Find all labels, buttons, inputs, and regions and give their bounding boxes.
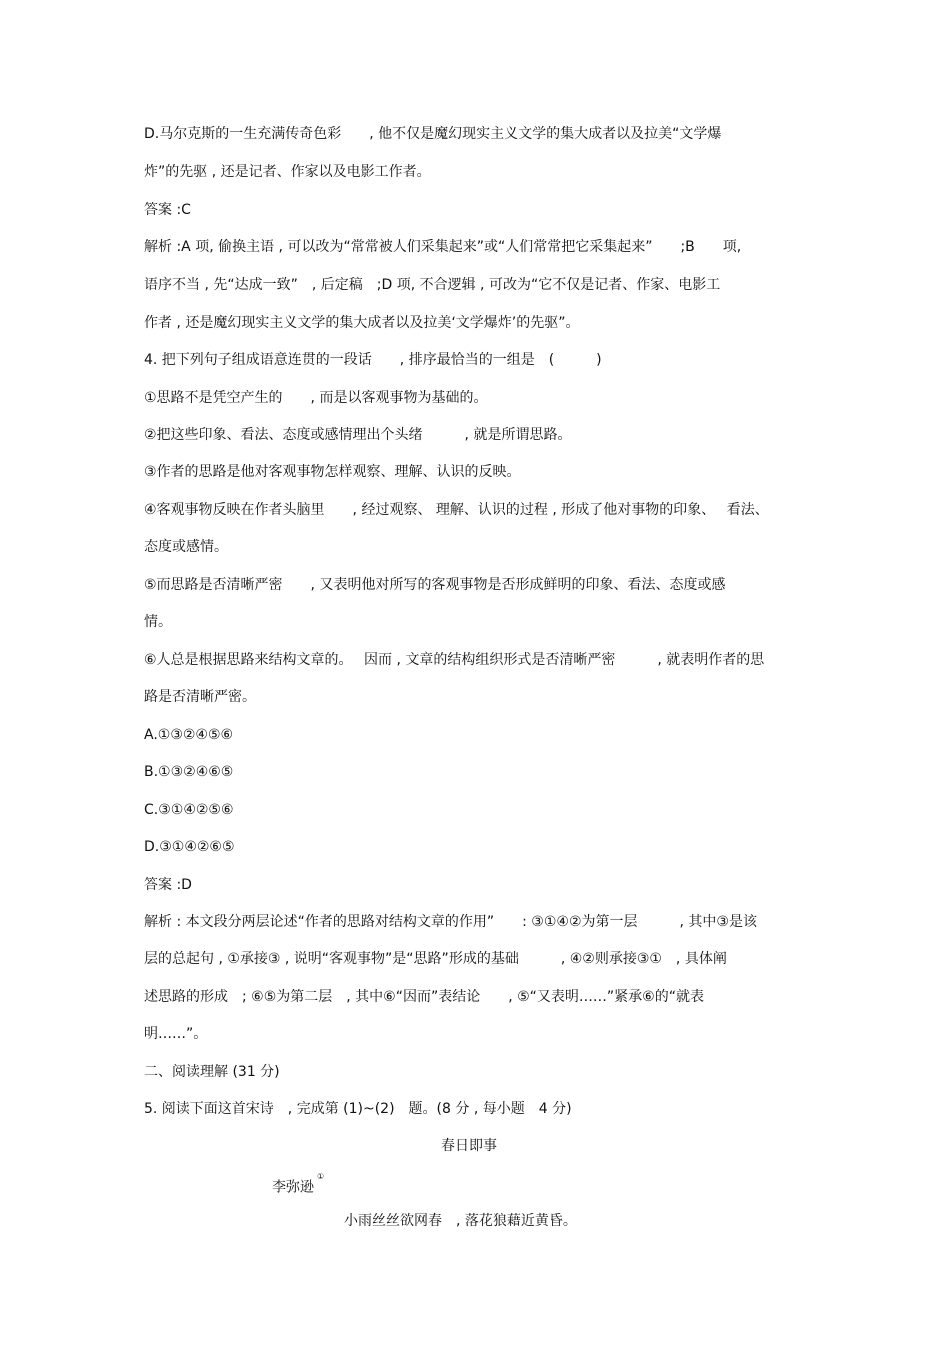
q4-sentence-3: ③作者的思路是他对客观事物怎样观察、理解、认识的反映。	[144, 464, 521, 480]
section-heading: 二、阅读理解 (31 分)	[144, 1064, 280, 1080]
q4-analysis-line3: 述思路的形成 ; ⑥⑤为第二层 , 其中⑥“因而”表结论 , ⑤“又表明……”紧承⑥的“就表	[144, 989, 704, 1005]
q4-sentence-6-line2: 路是否清晰严密。	[144, 689, 256, 705]
q4-answer: 答案 :D	[144, 877, 192, 893]
q3-option-d-line2: 炸”的先驱 , 还是记者、作家以及电影工作者。	[144, 164, 431, 180]
poem-line-1: 小雨丝丝欲网春 , 落花狼藉近黄昏。	[344, 1213, 577, 1229]
q4-option-d: D.③①④②⑥⑤	[144, 839, 235, 855]
q4-sentence-4-line2: 态度或感情。	[144, 539, 228, 555]
q4-sentence-6-line1: ⑥人总是根据思路来结构文章的。 因而 , 文章的结构组织形式是否清晰严密 , 就表明作者的思	[144, 652, 765, 668]
poet-footnote-mark: ①	[317, 1172, 325, 1181]
poem-title: 春日即事	[441, 1138, 497, 1154]
poet-name: 李弥逊	[272, 1179, 314, 1196]
q4-sentence-5-line1: ⑤而思路是否清晰严密 , 又表明他对所写的客观事物是否形成鲜明的印象、看法、态度或感	[144, 577, 726, 593]
q4-option-c: C.③①④②⑤⑥	[144, 802, 234, 818]
q4-analysis-line2: 层的总起句 , ①承接③ , 说明“客观事物”是“思路”形成的基础 , ④②则承接③① , 具体阐	[144, 951, 727, 967]
q3-analysis-line2: 语序不当 , 先“达成一致” , 后定稿 ;D 项, 不合逻辑 , 可改为“它不仅是记者、作家、电影工	[144, 277, 721, 293]
q4-sentence-4-line1: ④客观事物反映在作者头脑里 , 经过观察、 理解、认识的过程 , 形成了他对事物的印象、 看法、	[144, 502, 769, 518]
q3-option-d-line1: D.马尔克斯的一生充满传奇色彩 , 他不仅是魔幻现实主义文学的集大成者以及拉美“文学爆	[144, 126, 722, 142]
poem-author	[272, 1172, 325, 1197]
q3-analysis-line1: 解析 :A 项, 偷换主语 , 可以改为“常常被人们采集起来”或“人们常常把它采集起来” ;B 项,	[144, 239, 742, 255]
q4-option-b: B.①③②④⑥⑤	[144, 764, 234, 780]
q4-sentence-2: ②把这些印象、看法、态度或感情理出个头绪 , 就是所谓思路。	[144, 427, 572, 443]
q3-analysis-line3: 作者 , 还是魔幻现实主义文学的集大成者以及拉美‘文学爆炸’的先驱”。	[144, 315, 580, 331]
q4-stem: 4. 把下列句子组成语意连贯的一段话 , 排序最恰当的一组是 ( )	[144, 352, 602, 368]
q4-option-a: A.①③②④⑤⑥	[144, 727, 234, 743]
q4-sentence-1: ①思路不是凭空产生的 , 而是以客观事物为基础的。	[144, 390, 488, 406]
q4-sentence-5-line2: 情。	[144, 614, 172, 630]
q4-analysis-line1: 解析 : 本文段分两层论述“作者的思路对结构文章的作用” : ③①④②为第一层 , 其中③是该	[144, 914, 757, 930]
q3-answer: 答案 :C	[144, 202, 191, 218]
q5-stem: 5. 阅读下面这首宋诗 , 完成第 (1)~(2) 题。(8 分 , 每小题 4 分)	[144, 1101, 572, 1117]
q4-analysis-line4: 明……”。	[144, 1026, 208, 1042]
